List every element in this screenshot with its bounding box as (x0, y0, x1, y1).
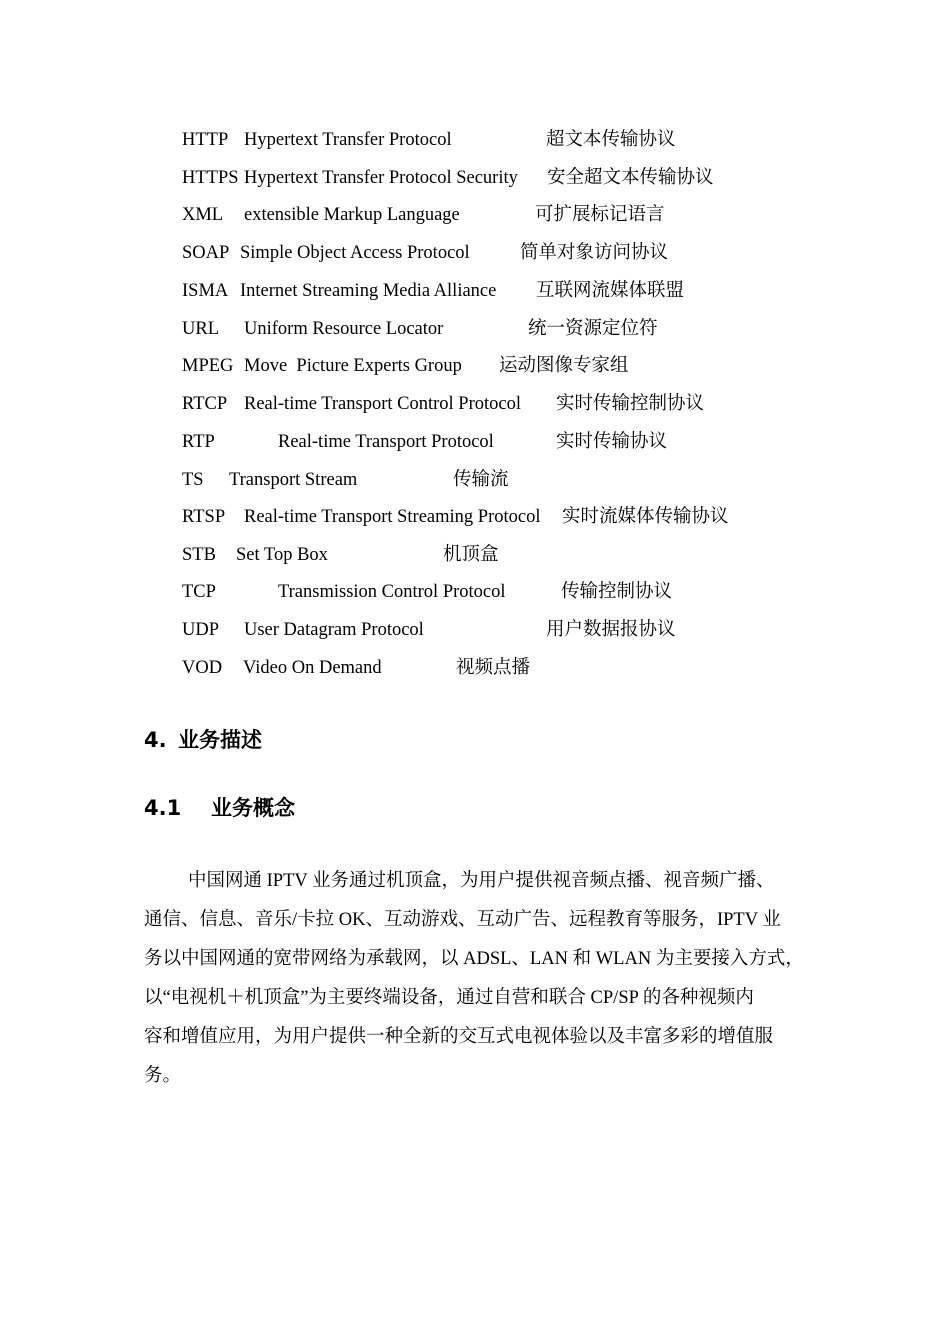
abbr-chinese-name: 实时传输协议 (556, 432, 668, 452)
abbr-full-name: extensible Markup Language (244, 205, 460, 225)
abbr-chinese-name: 机顶盒 (443, 545, 499, 565)
paragraph-line: 容和增值应用，为用户提供一种全新的交互式电视体验以及丰富多彩的增值服 (144, 1027, 774, 1047)
abbr-code: TS (182, 470, 204, 490)
abbr-chinese-name: 用户数据报协议 (546, 620, 676, 640)
abbr-full-name: Internet Streaming Media Alliance (240, 281, 497, 301)
abbr-full-name: Uniform Resource Locator (244, 319, 444, 339)
abbr-full-name: Set Top Box (236, 545, 328, 565)
abbr-chinese-name: 超文本传输协议 (546, 130, 676, 150)
abbr-code: ISMA (182, 281, 229, 301)
abbr-full-name: Transmission Control Protocol (278, 582, 506, 602)
abbr-code: HTTP (182, 130, 229, 150)
abbr-full-name: Transport Stream (229, 470, 358, 490)
body-paragraph (144, 862, 824, 1096)
paragraph-line: 以“电视机＋机顶盒”为主要终端设备，通过自营和联合 CP/SP 的各种视频内 (144, 988, 754, 1008)
abbr-code: UDP (182, 620, 220, 640)
abbr-chinese-name: 互联网流媒体联盟 (536, 281, 685, 301)
abbr-full-name: Real-time Transport Control Protocol (244, 394, 521, 414)
abbr-full-name: Real-time Transport Streaming Protocol (244, 507, 541, 527)
abbr-chinese-name: 可扩展标记语言 (535, 205, 665, 225)
abbr-chinese-name: 传输控制协议 (561, 582, 673, 602)
abbr-code: HTTPS (182, 168, 239, 188)
abbr-code: XML (182, 205, 224, 225)
abbr-chinese-name: 视频点播 (456, 658, 531, 678)
abbr-code: RTP (182, 432, 215, 452)
section-title: 业务描述 (178, 728, 262, 752)
abbr-chinese-name: 实时流媒体传输协议 (562, 507, 729, 527)
abbr-chinese-name: 简单对象访问协议 (520, 243, 669, 263)
subsection-title: 业务概念 (211, 796, 295, 820)
abbr-code: STB (182, 545, 216, 565)
abbr-code: MPEG (182, 356, 234, 376)
abbr-chinese-name: 传输流 (453, 470, 509, 490)
abbr-chinese-name: 运动图像专家组 (499, 356, 629, 376)
abbr-full-name: Real-time Transport Protocol (278, 432, 494, 452)
abbr-code: TCP (182, 582, 216, 602)
abbr-full-name: Hypertext Transfer Protocol Security (244, 168, 518, 188)
section-heading (144, 726, 262, 754)
abbr-code: VOD (182, 658, 223, 678)
abbr-code: RTCP (182, 394, 228, 414)
abbr-full-name: User Datagram Protocol (244, 620, 424, 640)
abbr-code: URL (182, 319, 219, 339)
section-number: 4. (144, 728, 167, 752)
paragraph-line: 中国网通 IPTV 业务通过机顶盒，为用户提供视音频点播、视音频广播、 (188, 871, 775, 891)
abbr-chinese-name: 安全超文本传输协议 (547, 168, 714, 188)
abbr-chinese-name: 统一资源定位符 (528, 319, 658, 339)
abbr-full-name: Move Picture Experts Group (244, 356, 462, 376)
abbr-full-name: Simple Object Access Protocol (240, 243, 470, 263)
abbr-full-name: Hypertext Transfer Protocol (244, 130, 452, 150)
abbr-code: RTSP (182, 507, 226, 527)
abbr-chinese-name: 实时传输控制协议 (556, 394, 705, 414)
abbr-full-name: Video On Demand (243, 658, 382, 678)
paragraph-line: 务以中国网通的宽带网络为承载网，以 ADSL、LAN 和 WLAN 为主要接入方式， (144, 949, 804, 969)
paragraph-line: 通信、信息、音乐/卡拉 OK、互动游戏、互动广告、远程教育等服务，IPTV 业 (144, 910, 781, 930)
abbr-code: SOAP (182, 243, 230, 263)
subsection-number: 4.1 (144, 796, 182, 820)
subsection-heading (144, 794, 295, 822)
paragraph-line: 务。 (144, 1066, 182, 1086)
